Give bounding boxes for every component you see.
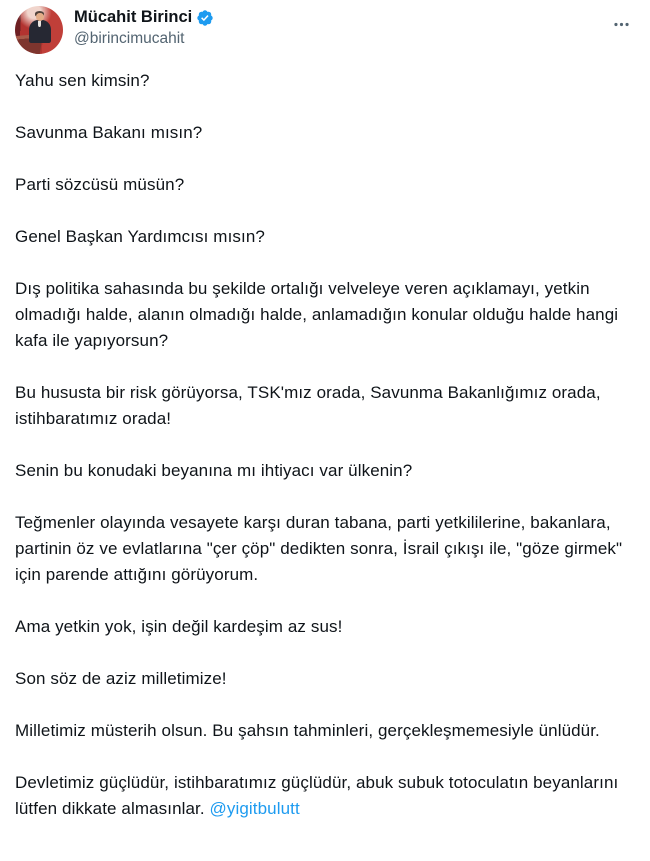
user-identity — [74, 6, 214, 49]
text-segment: Son söz de aziz milletimize! — [15, 669, 227, 688]
text-segment: Savunma Bakanı mısın? — [15, 123, 203, 142]
mention-link[interactable]: @yigitbulutt — [209, 799, 300, 818]
tweet-paragraph — [15, 666, 634, 692]
text-segment: Devletimiz güçlüdür, istihbaratımız güçlüdür, abuk subuk totoculatın beyanlarını lütfen dikkate almasınlar. — [15, 773, 619, 818]
text-segment: Yahu sen kimsin? — [15, 71, 150, 90]
text-segment: Genel Başkan Yardımcısı mısın? — [15, 227, 265, 246]
tweet-header — [15, 6, 634, 54]
avatar-head-shape — [36, 13, 44, 21]
tweet-paragraph — [15, 458, 634, 484]
more-options-button[interactable] — [610, 13, 632, 35]
display-name[interactable]: Mücahit Birinci — [74, 8, 193, 26]
text-segment: Senin bu konudaki beyanına mı ihtiyacı var ülkenin? — [15, 461, 413, 480]
tweet-paragraph — [15, 68, 634, 94]
tweet-paragraph — [15, 770, 634, 822]
avatar[interactable] — [15, 6, 63, 54]
text-segment: Dış politika sahasında bu şekilde ortalığı velveleye veren açıklamayı, yetkin olmadığı halde, alanın olmadığı halde, anlamadığın konular olduğu halde hangi kafa ile yapıyorsun? — [15, 279, 619, 350]
ellipsis-icon — [612, 15, 631, 34]
tweet-paragraph — [15, 380, 634, 432]
text-segment: Ama yetkin yok, işin değil kardeşim az sus! — [15, 617, 343, 636]
text-segment: Teğmenler olayında vesayete karşı duran tabana, parti yetkililerine, bakanlara, partinin öz ve evlatlarına "çer çöp" dedikten sonra, İsrail çıkışı ile, "göze girmek" için parende attığını görüyorum. — [15, 513, 623, 584]
text-segment: Bu hususta bir risk görüyorsa, TSK'mız orada, Savunma Bakanlığımız orada, istihbaratımız orada! — [15, 383, 601, 428]
tweet-paragraph — [15, 276, 634, 354]
tweet-paragraph — [15, 718, 634, 744]
tweet-paragraph — [15, 120, 634, 146]
name-row — [74, 7, 214, 28]
verified-badge-icon — [196, 9, 214, 27]
tweet-paragraph — [15, 614, 634, 640]
tweet-paragraph — [15, 172, 634, 198]
tweet-paragraph — [15, 510, 634, 588]
tweet-text — [15, 68, 634, 822]
tweet-paragraph — [15, 224, 634, 250]
text-segment: Parti sözcüsü müsün? — [15, 175, 185, 194]
user-handle[interactable]: @birincimucahit — [74, 30, 185, 47]
text-segment: Milletimiz müsterih olsun. Bu şahsın tahminleri, gerçekleşmemesiyle ünlüdür. — [15, 721, 600, 740]
